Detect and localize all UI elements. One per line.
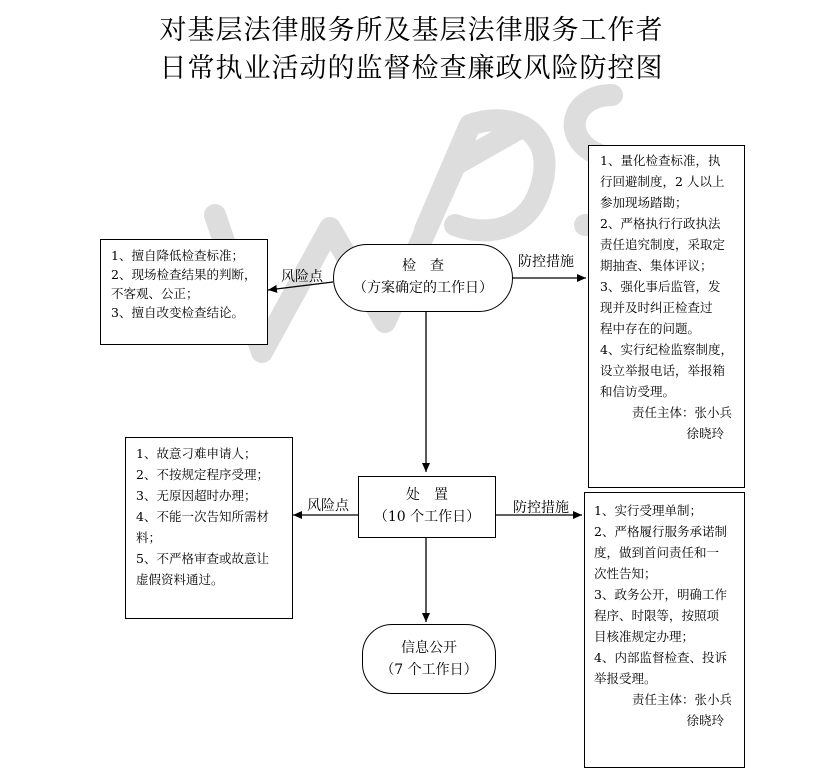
risk-point-label-2: 风险点: [307, 498, 349, 514]
risk-item: 1、擅自降低检查标准；: [111, 248, 244, 263]
measure-item: 4、实行纪检监察制度，: [600, 342, 733, 357]
handle-node-duration: （10 个工作日）: [373, 509, 481, 525]
measure-item: 度，做到首问责任和一: [594, 545, 720, 560]
measure-item: 参加现场踏勘；: [600, 195, 688, 210]
measure-item: 期抽查、集体评议；: [600, 258, 713, 273]
measure-item: 现并及时纠正检查过: [600, 300, 713, 315]
measure-item: 3、强化事后监管，发: [600, 279, 721, 294]
measure-item: 举报受理。: [594, 671, 657, 686]
measure-item: 责任追究制度，采取定: [600, 237, 726, 252]
measure-item: 程中存在的问题。: [600, 321, 701, 336]
measures-box-handle: [584, 492, 745, 768]
publish-node-title: 信息公开: [401, 640, 457, 656]
measures-label-2: 防控措施: [513, 500, 569, 516]
measure-item: 1、量化检查标准，执: [600, 153, 721, 168]
risk-item: 2、现场检查结果的判断，: [111, 267, 257, 282]
diagram-title-line-1: 对基层法律服务所及基层法律服务工作者: [159, 15, 664, 46]
handle-node: [358, 476, 496, 538]
publish-node: [362, 624, 496, 694]
risk-item: 1、故意刁难申请人；: [136, 446, 257, 461]
risk-item: 不客观、公正；: [111, 286, 199, 301]
measure-item: 4、内部监督检查、投诉: [594, 650, 727, 665]
risk-item: 2、不按规定程序受理；: [136, 467, 269, 482]
measure-item: 目核准规定办理；: [594, 629, 695, 644]
responsible-person: 责任主体：张小兵: [631, 405, 732, 420]
measure-item: 3、政务公开，明确工作: [594, 587, 727, 602]
responsible-person-2: 徐晓玲: [686, 713, 724, 728]
responsible-person: 责任主体：张小兵: [631, 692, 732, 707]
risk-item: 5、不严格审查或故意让: [136, 551, 269, 566]
risk-box-check: [100, 239, 268, 345]
measure-item: 行回避制度，2 人以上: [600, 174, 725, 189]
risk-item: 3、擅自改变检查结论。: [111, 305, 244, 320]
check-node: [333, 244, 513, 312]
measure-item: 次性告知；: [594, 566, 657, 581]
measures-box-check: [588, 145, 745, 488]
check-node-title: 检 查: [402, 258, 444, 274]
risk-point-label-1: 风险点: [281, 269, 323, 285]
measure-item: 2、严格履行服务承诺制: [594, 524, 727, 539]
measure-item: 程序、时限等，按照项: [594, 608, 720, 623]
check-node-duration: （方案确定的工作日）: [353, 280, 493, 296]
risk-item: 虚假资料通过。: [136, 572, 224, 587]
measure-item: 设立举报电话，举报箱: [600, 363, 726, 378]
publish-node-duration: （7 个工作日）: [380, 662, 478, 678]
measure-item: 和信访受理。: [600, 384, 676, 399]
risk-item: 4、不能一次告知所需材: [136, 509, 269, 524]
diagram-title-line-2: 日常执业活动的监督检查廉政风险防控图: [159, 53, 664, 84]
responsible-person-2: 徐晓玲: [686, 426, 724, 441]
measure-item: 2、严格执行行政执法: [600, 216, 721, 231]
risk-item: 3、无原因超时办理；: [136, 488, 257, 503]
handle-node-title: 处 置: [406, 487, 448, 503]
risk-item: 料；: [136, 530, 162, 545]
measures-label-1: 防控措施: [518, 254, 574, 270]
risk-box-handle: [125, 437, 293, 619]
measure-item: 1、实行受理单制；: [594, 503, 702, 518]
